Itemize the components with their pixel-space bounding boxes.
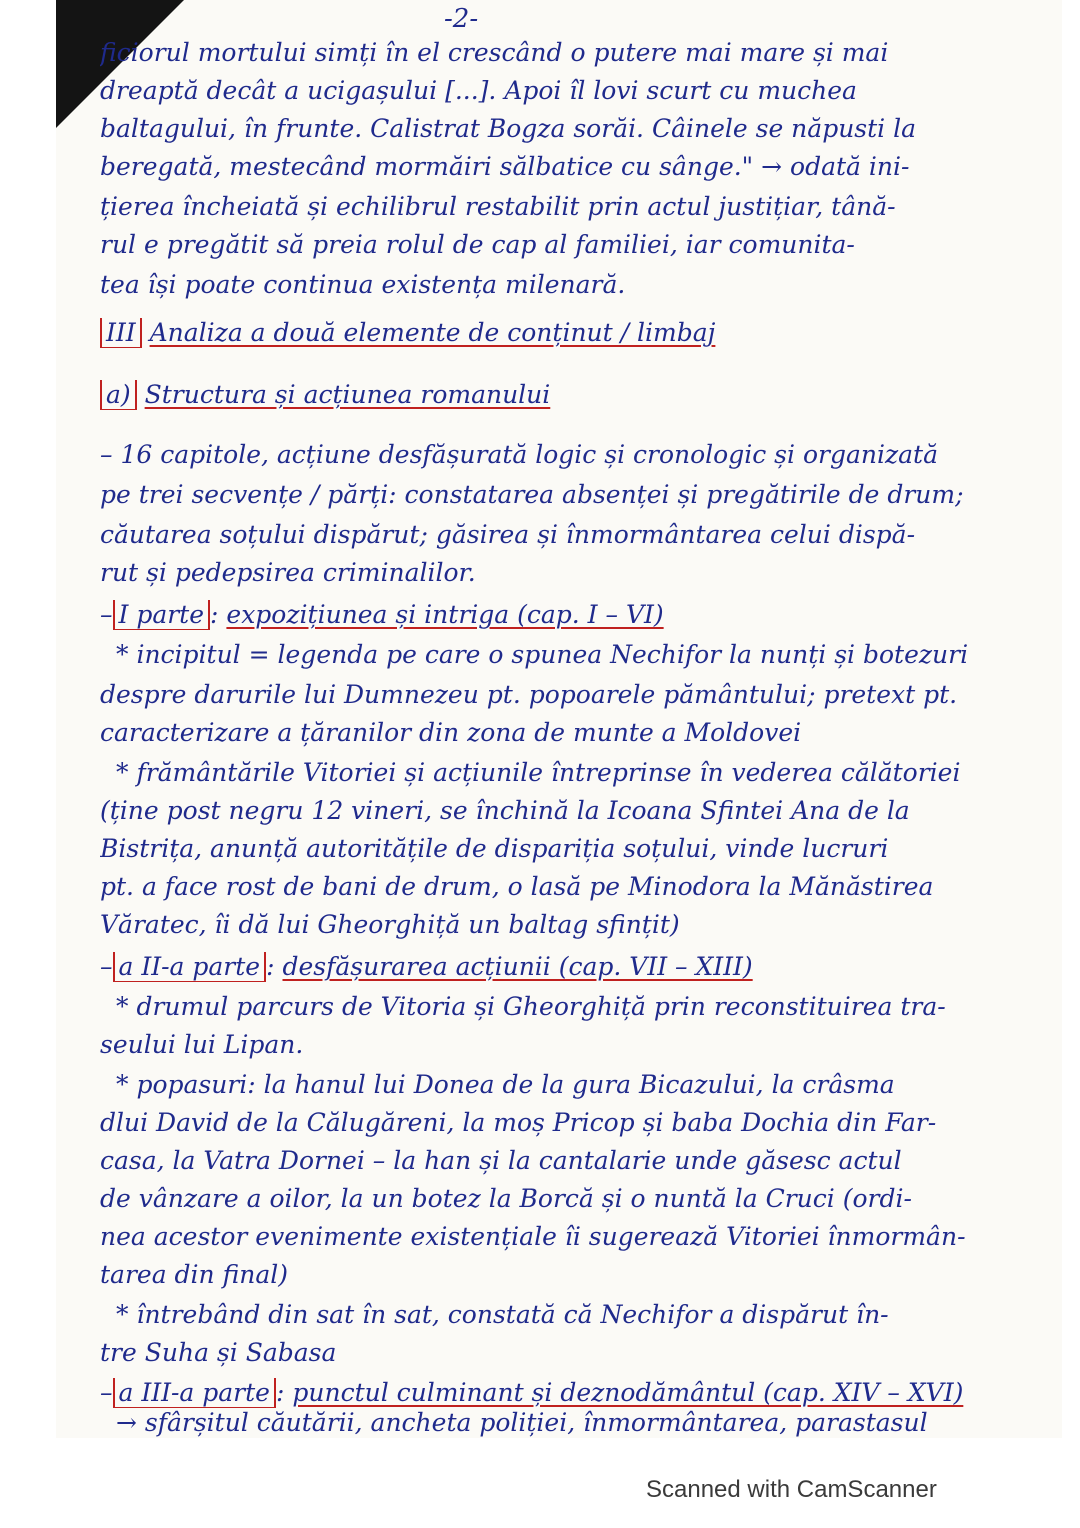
text-line: ficiorul mortului simți în el crescând o putere mai mare și mai: [100, 38, 889, 67]
part-two-title: desfășurarea acțiunii (cap. VII – XIII): [282, 952, 753, 981]
text-line: pt. a face rost de bani de drum, o lasă pe Minodora la Mănăstirea: [100, 872, 934, 901]
scanner-watermark: Scanned with CamScanner: [646, 1476, 937, 1503]
text-line: tea își poate continua existența milenară.: [100, 270, 626, 299]
text-line: Văratec, îi dă lui Gheorghiță un baltag sfințit): [100, 910, 680, 939]
text-line: de vânzare a oilor, la un botez la Borcă și o nuntă la Cruci (ordi-: [100, 1184, 912, 1213]
text-line: * frământările Vitoriei și acțiunile întreprinse în vederea călătoriei: [116, 758, 961, 787]
text-line: (ține post negru 12 vineri, se închină la Icoana Sfintei Ana de la: [100, 796, 910, 825]
text-line: tre Suha și Sabasa: [100, 1338, 337, 1367]
text-line: baltagului, în frunte. Calistrat Bogza sorăi. Câinele se năpusti la: [100, 114, 917, 143]
text-line: beregată, mestecând mormăiri sălbatice cu sânge." → odată ini-: [100, 152, 910, 181]
part-two-heading: – a II-a parte : desfășurarea acțiunii (cap. VII – XIII): [100, 952, 753, 981]
text-line: dlui David de la Călugăreni, la moș Pricop și baba Dochia din Far-: [100, 1108, 937, 1137]
text-line: dreaptă decât a ucigașului [...]. Apoi îl lovi scurt cu muchea: [100, 76, 857, 105]
subsection-label: a): [100, 380, 137, 410]
section-heading: [100, 318, 1044, 348]
text-line: * drumul parcurs de Vitoria și Gheorghiță prin reconstituirea tra-: [116, 992, 946, 1021]
section-number: III: [100, 318, 142, 348]
text-line: pe trei secvențe / părți: constatarea absenței și pregătirile de drum;: [100, 480, 964, 509]
text-line: nea acestor evenimente existențiale îi sugerează Vitoriei înmormân-: [100, 1222, 966, 1251]
part-one-heading: – I parte : expozițiunea și intriga (cap. I – VI): [100, 600, 664, 629]
text-line: → sfârșitul căutării, ancheta poliției, înmormântarea, parastasul: [116, 1408, 928, 1437]
text-line: * întrebând din sat în sat, constată că Nechifor a dispărut în-: [116, 1300, 889, 1329]
part-three-label: a III-a parte: [113, 1378, 276, 1408]
part-one-title: expozițiunea și intriga (cap. I – VI): [226, 600, 664, 629]
text-line: * incipitul = legenda pe care o spunea Nechifor la nunți și botezuri: [116, 640, 969, 669]
section-title: Analiza a două elemente de conținut / limbaj: [149, 318, 716, 347]
text-line: căutarea soțului dispărut; găsirea și înmormântarea celui dispă-: [100, 520, 916, 549]
text-line: rul e pregătit să preia rolul de cap al familiei, iar comunita-: [100, 230, 855, 259]
text-line: caracterizare a țăranilor din zona de munte a Moldovei: [100, 718, 802, 747]
part-three-heading: – a III-a parte : punctul culminant și deznodământul (cap. XIV – XVI): [100, 1378, 964, 1407]
text-line: – 16 capitole, acțiune desfășurată logic și cronologic și organizată: [100, 440, 938, 469]
text-line: casa, la Vatra Dornei – la han și la cantalarie unde găsesc actul: [100, 1146, 902, 1175]
part-two-label: a II-a parte: [113, 952, 267, 982]
text-line: tarea din final): [100, 1260, 289, 1289]
text-line: * popasuri: la hanul lui Donea de la gura Bicazului, la crâsma: [116, 1070, 895, 1099]
text-line: Bistrița, anunță autoritățile de dispariția soțului, vinde lucruri: [100, 834, 889, 863]
text-line: rut și pedepsirea criminalilor.: [100, 558, 476, 587]
page-number: -2-: [444, 4, 479, 34]
subsection-heading: [100, 380, 1044, 410]
scanner-footer: [0, 1460, 1080, 1528]
subsection-title: Structura și acțiunea romanului: [144, 380, 551, 409]
text-line: seului lui Lipan.: [100, 1030, 304, 1059]
text-line: țierea încheiată și echilibrul restabilit prin actul justițiar, tână-: [100, 192, 896, 221]
text-line: despre darurile lui Dumnezeu pt. popoarele pământului; pretext pt.: [100, 680, 958, 709]
part-one-label: I parte: [113, 600, 211, 630]
part-three-title: punctul culminant și deznodământul (cap. XIV – XVI): [292, 1378, 964, 1407]
scanned-page: [56, 0, 1062, 1438]
